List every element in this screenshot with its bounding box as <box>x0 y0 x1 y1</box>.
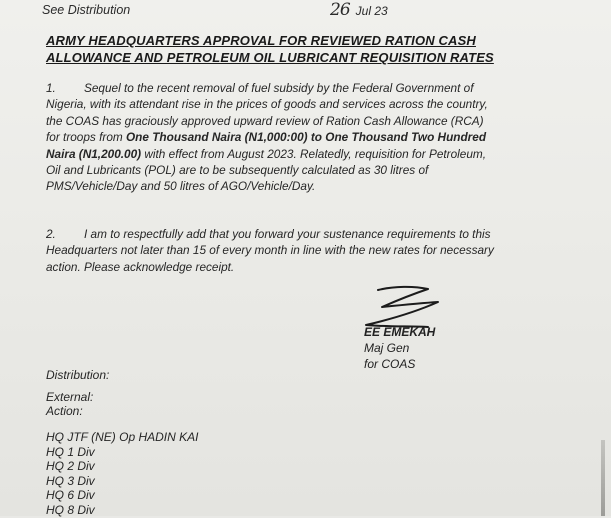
page-edge-shadow <box>601 440 605 516</box>
paragraph-1 <box>46 80 488 195</box>
letter-date <box>330 0 388 20</box>
date-day-handwritten: 26 <box>330 0 350 20</box>
signatory-rank: Maj Gen <box>364 341 410 355</box>
distribution-external: External: <box>46 390 94 404</box>
paragraph-text: for troops from <box>46 130 126 145</box>
paragraph-text: the COAS has graciously approved upward review of Ration Cash Allowance (RCA) <box>46 113 484 128</box>
paragraph-text: Oil and Lubricants (POL) are to be subsequently calculated as 30 litres of <box>46 163 429 178</box>
paragraph-number: 1. <box>46 81 56 95</box>
list-item: HQ 2 Div <box>46 459 95 474</box>
reference-line: See Distribution <box>42 3 131 17</box>
subject-heading <box>46 32 494 66</box>
date-month-year: Jul 23 <box>355 4 388 18</box>
paragraph-number: 2. <box>46 227 56 241</box>
rate-old-to-new: One Thousand Naira (N1,000:00) to One Thousand Two Hundred <box>125 130 487 145</box>
distribution-list <box>46 430 198 518</box>
list-item: HQ JTF (NE) Op HADIN KAI <box>46 430 199 444</box>
subject-line-1: ARMY HEADQUARTERS APPROVAL FOR REVIEWED RATION CASH <box>46 33 476 48</box>
list-item: HQ 1 Div <box>46 444 95 459</box>
paragraph-text: PMS/Vehicle/Day and 50 litres of AGO/Vehicle/Day. <box>46 179 316 194</box>
paragraph-2 <box>46 226 494 275</box>
signature-block <box>364 324 435 372</box>
paragraph-text: Headquarters not later than 15 of every month in line with the new rates for necessary <box>46 243 494 258</box>
paragraph-text: Nigeria, with its attendant rise in the prices of goods and services across the country, <box>46 97 488 112</box>
paragraph-text: I am to respectfully add that you forward your sustenance requirements to this <box>84 227 491 241</box>
paragraph-text: Sequel to the recent removal of fuel subsidy by the Federal Government of <box>84 81 474 95</box>
distribution-heading: Distribution: <box>46 368 110 382</box>
list-item: HQ 8 Div <box>46 502 95 517</box>
rate-new-amount: Naira (N1,200.00) <box>46 146 142 161</box>
distribution-action: Action: <box>46 404 83 418</box>
list-item: HQ 6 Div <box>46 488 95 503</box>
list-item: HQ 3 Div <box>46 473 95 488</box>
subject-line-2: ALLOWANCE AND PETROLEUM OIL LUBRICANT REQUISITION RATES <box>46 50 494 65</box>
signatory-for: for COAS <box>364 357 416 371</box>
paragraph-text: with effect from August 2023. Relatedly, requisition for Petroleum, <box>141 146 486 161</box>
signatory-name: EE EMEKAH <box>364 325 436 339</box>
paragraph-text: action. Please acknowledge receipt. <box>46 259 235 274</box>
